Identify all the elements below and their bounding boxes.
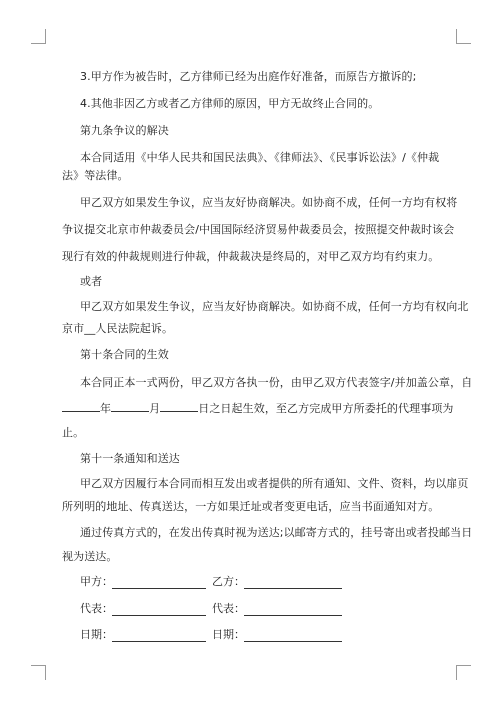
clause-item-3: 3.甲方作为被告时，乙方律师已经为出庭作好准备，而原告方撤诉的; xyxy=(80,70,417,83)
date-b-line xyxy=(244,641,342,642)
date-line-rest: 日之日起生效，至乙方完成甲方所委托的代理事项为 xyxy=(198,402,454,415)
clause-item-4: 4.其他非因乙方或者乙方律师的原因，甲方无故终止合同的。 xyxy=(80,97,380,110)
year-label: 年 xyxy=(100,402,112,415)
paragraph-line: 争议提交北京市仲裁委员会/中国国际经济贸易仲裁委员会，按照提交仲裁时该会 xyxy=(62,223,455,236)
month-label: 月 xyxy=(149,402,161,415)
date-a-line xyxy=(112,641,206,642)
effective-date-line xyxy=(62,400,454,416)
section-heading-10: 第十条合同的生效 xyxy=(80,348,169,361)
party-b-label: 乙方： xyxy=(212,575,245,588)
section-heading-11: 第十一条通知和送达 xyxy=(80,452,180,465)
paragraph-line: 甲乙双方如果发生争议，应当友好协商解决。如协商不成，任何一方均有权向北 xyxy=(80,300,469,313)
paragraph-line: 通过传真方式的，在发出传真时视为送达;以邮寄方式的，挂号寄出或者投邮当日 xyxy=(80,526,473,539)
paragraph-line: 视为送达。 xyxy=(62,550,118,563)
crop-mark-top-right xyxy=(456,29,471,44)
paragraph-line: 甲乙双方如果发生争议，应当友好协商解决。如协商不成，任何一方均有权将 xyxy=(80,196,458,209)
paragraph-line: 甲乙双方因履行本合同而相互发出或者提供的所有通知、文件、资料，均以扉页 xyxy=(80,477,469,490)
paragraph-line: 所列明的地址、传真送达，一方如果迁址或者变更电话，应当书面通知对方。 xyxy=(62,500,440,513)
paragraph-line: 本合同适用《中华人民共和国民法典》、《律师法》、《民事诉讼法》/《仲裁 xyxy=(80,151,440,164)
party-b-signature-line xyxy=(244,588,342,589)
paragraph-line: 本合同正本一式两份，甲乙双方各执一份，由甲乙双方代表签字/并加盖公章，自 xyxy=(80,376,473,389)
crop-mark-bottom-right xyxy=(456,665,471,680)
day-blank xyxy=(160,400,198,412)
date-a-label: 日期： xyxy=(80,628,113,641)
rep-b-signature-line xyxy=(244,615,342,616)
crop-mark-top-left xyxy=(31,29,46,44)
crop-mark-bottom-left xyxy=(31,665,46,680)
paragraph-line: 京市__人民法院起诉。 xyxy=(62,322,174,335)
paragraph-line: 现行有效的仲裁规则进行仲裁，仲裁裁决是终局的，对甲乙双方均有约束力。 xyxy=(62,250,440,263)
date-b-label: 日期： xyxy=(212,628,245,641)
party-a-label: 甲方： xyxy=(80,575,113,588)
party-a-signature-line xyxy=(112,588,206,589)
paragraph-line: 法》等法律。 xyxy=(62,169,129,182)
month-blank xyxy=(111,400,149,412)
year-blank xyxy=(62,400,100,412)
paragraph-line: 止。 xyxy=(62,426,85,439)
paragraph-line: 或者 xyxy=(80,275,103,288)
section-heading-9: 第九条争议的解决 xyxy=(80,124,169,137)
rep-a-label: 代表： xyxy=(80,602,113,615)
rep-a-signature-line xyxy=(112,615,206,616)
rep-b-label: 代表： xyxy=(212,602,245,615)
